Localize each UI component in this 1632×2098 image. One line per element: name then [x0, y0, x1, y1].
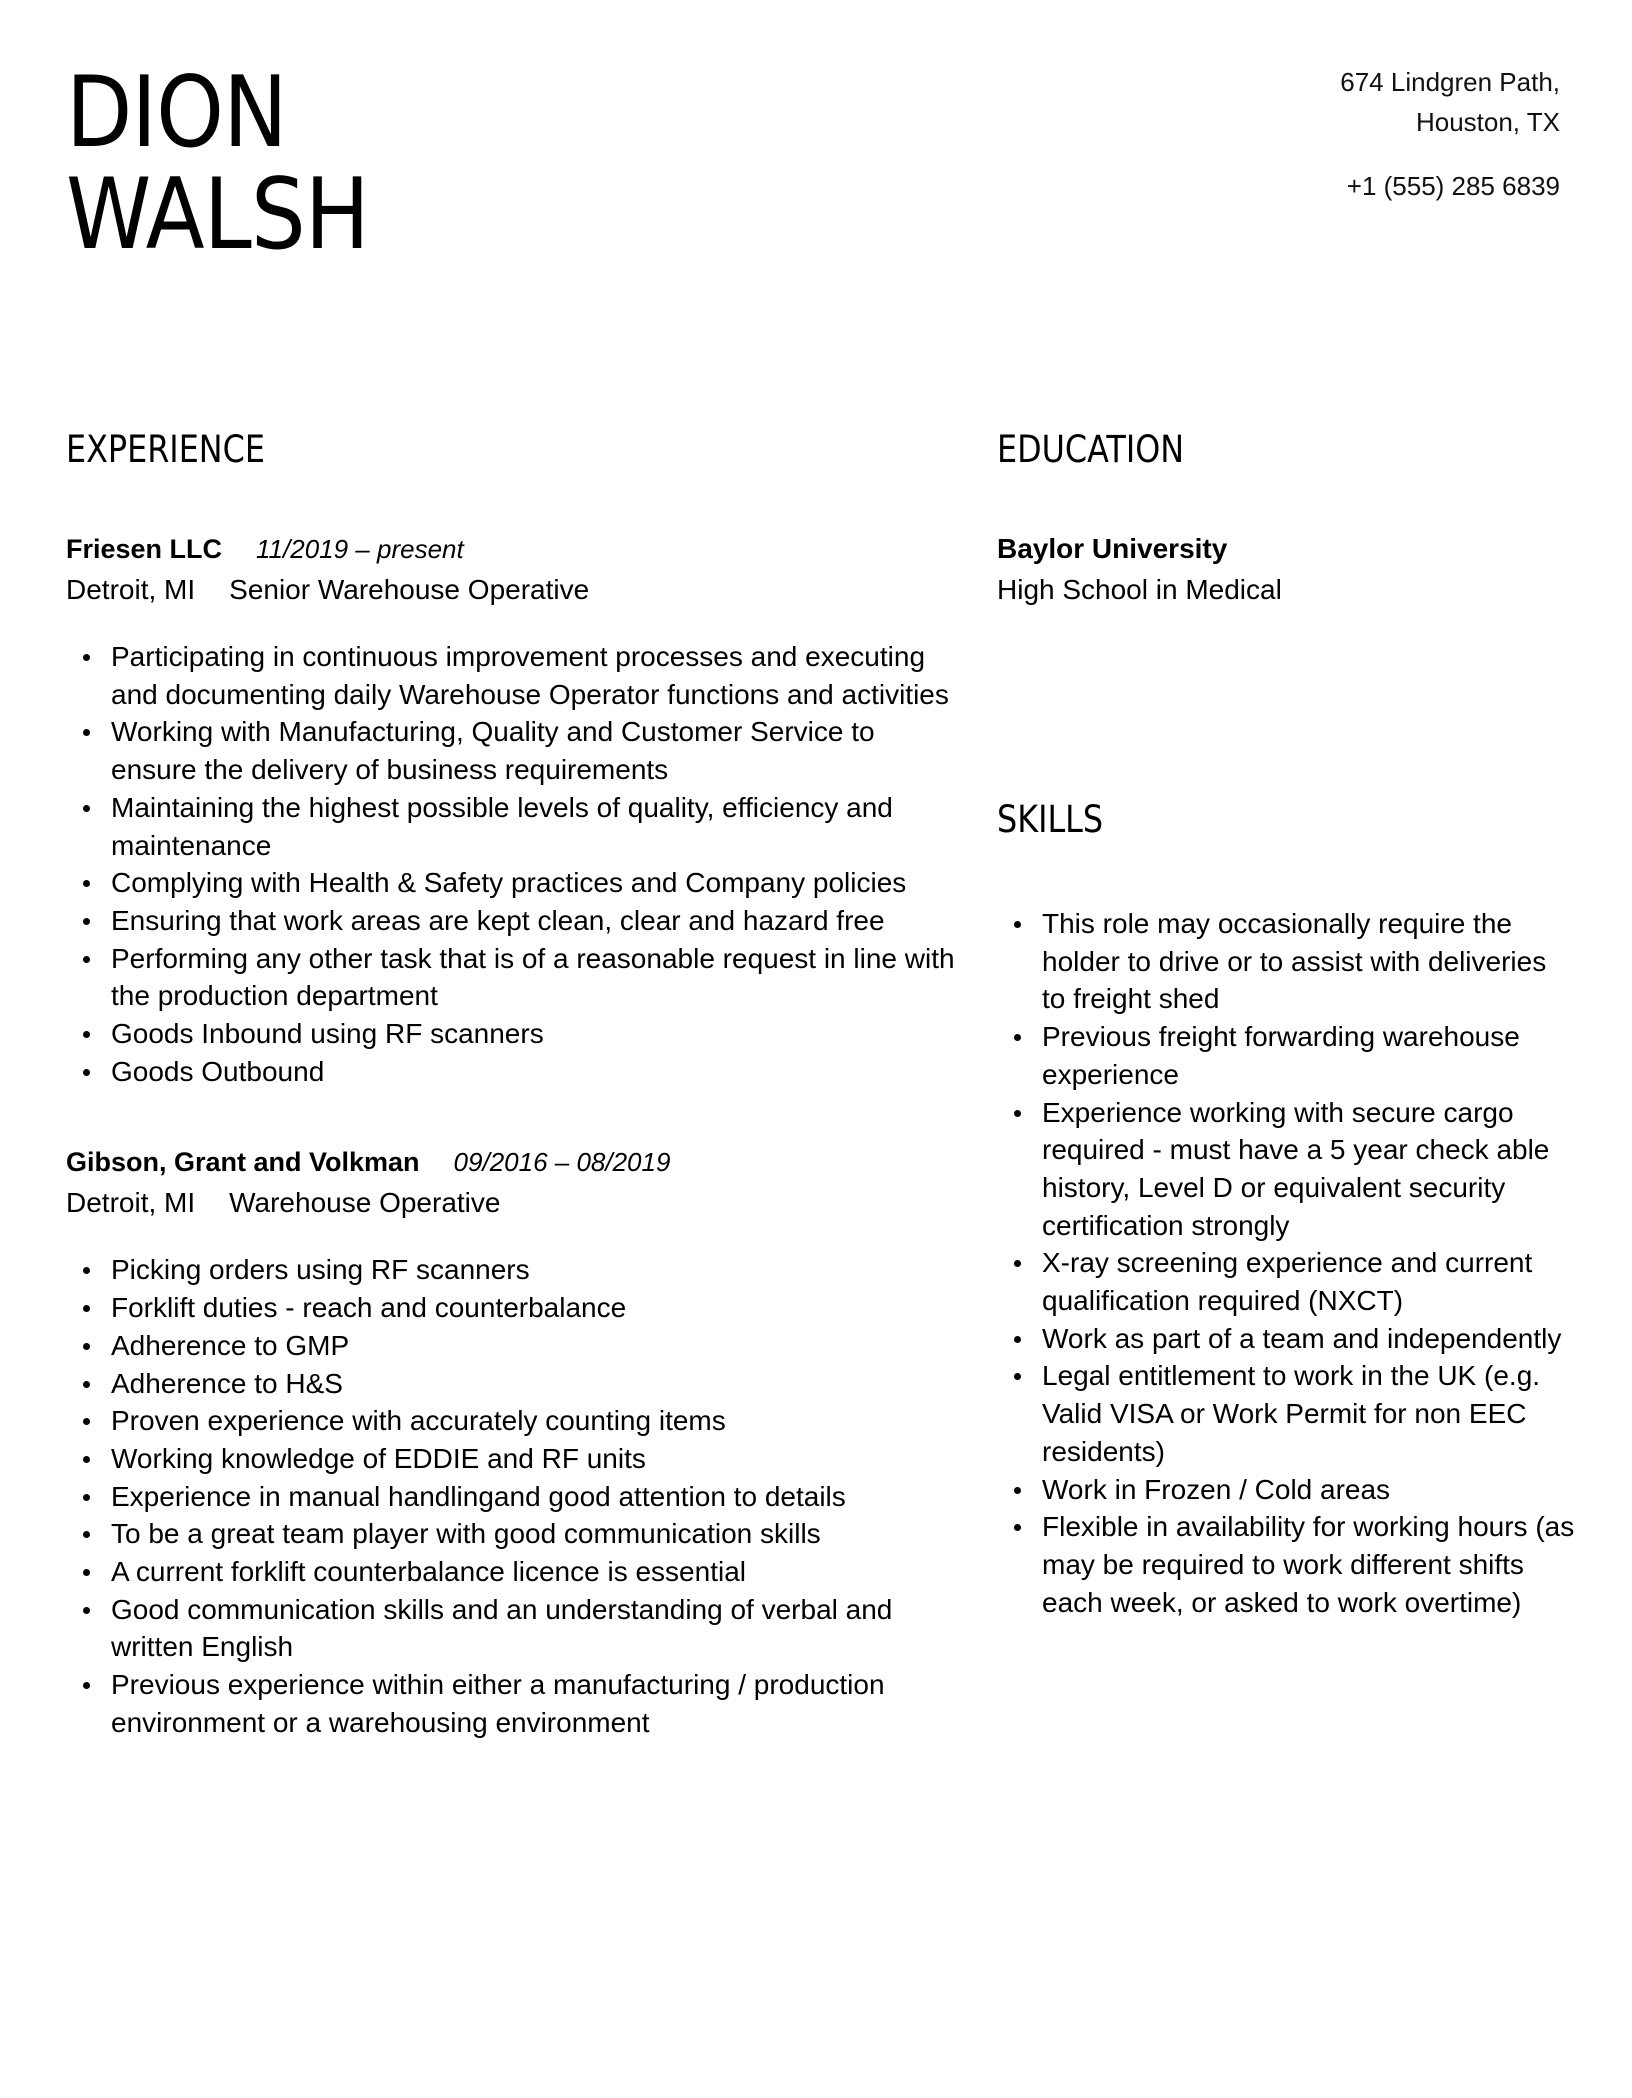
last-name: WALSH [66, 158, 369, 272]
list-item: Picking orders using RF scanners [111, 1251, 966, 1289]
list-item: Work in Frozen / Cold areas [1042, 1471, 1577, 1509]
education-school: Baylor University [997, 533, 1228, 564]
list-item: Adherence to GMP [111, 1327, 966, 1365]
job-role: Senior Warehouse Operative [229, 574, 590, 605]
list-item: Goods Inbound using RF scanners [111, 1015, 966, 1053]
education-degree: High School in Medical [997, 574, 1282, 605]
list-item: Performing any other task that is of a reasonable request in line with the production department [111, 940, 966, 1015]
list-item: Goods Outbound [111, 1053, 966, 1091]
candidate-name [66, 56, 369, 272]
job-dates: 11/2019 – present [256, 534, 464, 564]
job-entry [66, 529, 966, 1090]
job-company: Friesen LLC [66, 534, 223, 564]
job-dates: 09/2016 – 08/2019 [453, 1147, 671, 1178]
list-item: Complying with Health & Safety practices and Company policies [111, 864, 966, 902]
list-item: Legal entitlement to work in the UK (e.g. Valid VISA or Work Permit for non EEC residents) [1042, 1357, 1577, 1470]
list-item: This role may occasionally require the holder to drive or to assist with deliveries to freight shed [1042, 905, 1577, 1018]
list-item: Maintaining the highest possible levels of quality, efficiency and maintenance [111, 789, 966, 864]
list-item: Adherence to H&S [111, 1365, 966, 1403]
education-heading: EDUCATION [997, 428, 1185, 471]
list-item: Good communication skills and an understanding of verbal and written English [111, 1591, 966, 1666]
list-item: To be a great team player with good communication skills [111, 1515, 966, 1553]
job-role: Warehouse Operative [229, 1187, 501, 1219]
skills-heading: SKILLS [997, 798, 1104, 841]
list-item: Forklift duties - reach and counterbalance [111, 1289, 966, 1327]
skills-list [997, 905, 1577, 1621]
list-item: Work as part of a team and independently [1042, 1320, 1577, 1358]
skills-section [997, 795, 1577, 1621]
list-item: Working knowledge of EDDIE and RF units [111, 1440, 966, 1478]
first-name: DION [66, 56, 287, 170]
list-item: Previous freight forwarding warehouse experience [1042, 1018, 1577, 1093]
list-item: Flexible in availability for working hours (as may be required to work different shifts each week, or asked to work overtime) [1042, 1508, 1577, 1621]
list-item: A current forklift counterbalance licence is essential [111, 1553, 966, 1591]
education-section [997, 425, 1577, 611]
address-line-2: Houston, TX [1415, 107, 1560, 137]
address-line-1: 674 Lindgren Path, [1340, 67, 1560, 97]
job-location: Detroit, MI [66, 574, 196, 605]
list-item: Ensuring that work areas are kept clean, clear and hazard free [111, 902, 966, 940]
list-item: Working with Manufacturing, Quality and Customer Service to ensure the delivery of business requirements [111, 713, 966, 788]
list-item: Experience working with secure cargo required - must have a 5 year check able history, Level D or equivalent security certification strongly [1042, 1094, 1577, 1245]
list-item: Participating in continuous improvement processes and executing and documenting daily Warehouse Operator functions and activities [111, 638, 966, 713]
phone-number: +1 (555) 285 6839 [1346, 171, 1560, 201]
list-item: X-ray screening experience and current qualification required (NXCT) [1042, 1244, 1577, 1319]
job-company: Gibson, Grant and Volkman [66, 1147, 420, 1178]
list-item: Experience in manual handlingand good attention to details [111, 1478, 966, 1516]
job-entry [66, 1142, 966, 1741]
job-bullets [66, 1251, 966, 1741]
experience-heading: EXPERIENCE [66, 428, 265, 471]
experience-section [66, 425, 966, 1742]
job-bullets [66, 638, 966, 1090]
job-location: Detroit, MI [66, 1187, 196, 1219]
list-item: Previous experience within either a manufacturing / production environment or a warehousing environment [111, 1666, 966, 1741]
contact-block [1340, 62, 1560, 206]
list-item: Proven experience with accurately counting items [111, 1402, 966, 1440]
